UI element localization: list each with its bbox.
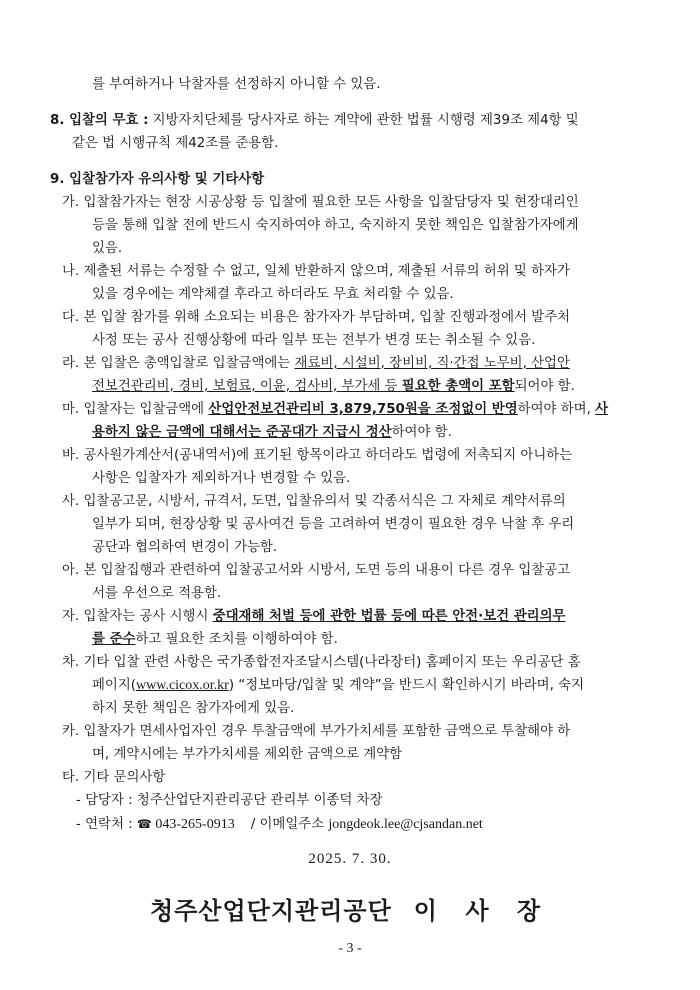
section-8-text-1: 지방자치단체를 당사자로 하는 계약에 관한 법률 시행령 제39조 제4항 및 <box>148 113 579 128</box>
continued-text: 를 부여하거나 낙찰자를 선정하지 아니할 수 있음. <box>92 77 381 92</box>
item-ra-line-1 <box>62 353 570 375</box>
item-ka-line-2: 며, 계약시에는 부가가치세를 제외한 금액으로 계약함 <box>92 747 403 762</box>
item-a-line-2: 서를 우선으로 적용함. <box>92 586 222 601</box>
item-cha-line-1: 차. 기타 입찰 관련 사항은 국가종합전자조달시스템(나라장터) 홈페이지 또는 우리공단 홈 <box>62 655 581 670</box>
signatory-title: 이 사 장 <box>413 897 551 925</box>
item-cha-text: 페이지( <box>92 678 137 693</box>
signature-block <box>0 893 700 929</box>
item-ba-line-1: 바. 공사원가계산서(공내역서)에 표기된 항목이라고 하더라도 법령에 저촉되지 아니하는 <box>62 448 573 463</box>
item-ga-line-2: 등을 통해 입찰 전에 반드시 숙지하여야 하고, 숙지하지 못한 책임은 입찰참가자에게 <box>92 218 579 233</box>
item-ma-line-2 <box>92 422 452 444</box>
item-ja-tail: 하고 필요한 조치를 이행하여야 함. <box>135 632 338 647</box>
phone-number: 043-265-0913 <box>151 817 235 832</box>
email-label: / 이메일주소 <box>250 817 329 832</box>
item-ja-bold-2: 를 준수 <box>92 632 136 647</box>
item-da-line-2: 사정 또는 공사 진행상황에 따라 일부 또는 전부가 변경 또는 취소될 수 있음. <box>92 333 536 348</box>
item-ma-tail: 하여야 함. <box>391 425 452 440</box>
item-ra-tail: 되어야 함. <box>514 379 575 394</box>
item-ma-bold-3: 용하지 않은 금액에 대해서는 준공대가 지급시 정산 <box>92 425 392 440</box>
section-8-line-1 <box>50 110 579 132</box>
item-ja-text: 자. 입찰자는 공사 시행시 <box>62 609 213 624</box>
item-ka-line-1: 카. 입찰자가 면세사업자인 경우 투찰금액에 부가가치세를 포함한 금액으로 투찰해야 하 <box>62 724 571 739</box>
item-ta-heading: 타. 기타 문의사항 <box>62 770 166 785</box>
item-sa-line-2: 일부가 되며, 현장상황 및 공사여건 등을 고려하여 변경이 필요한 경우 낙찰 후 우리 <box>92 517 575 532</box>
item-cha-text-2: ) “정보마당/입찰 및 계약”을 반드시 확인하시기 바라며, 숙지 <box>228 678 585 693</box>
section-9-heading: 9. 입찰참가자 유의사항 및 기타사항 <box>50 172 265 187</box>
contact-line <box>76 813 483 836</box>
section-8-line-2: 같은 법 시행규칙 제42조를 준용함. <box>72 136 279 151</box>
contact-person: - 담당자 : 청주산업단지관리공단 관리부 이종덕 차장 <box>76 793 383 808</box>
item-ra-text: 라. 본 입찰은 총액입찰로 입찰금액에는 <box>62 356 295 371</box>
item-ra-line-2 <box>92 376 575 398</box>
page-number: - 3 - <box>338 941 362 956</box>
item-cha-line-2 <box>92 675 584 697</box>
item-ma-bold-2: 사 <box>595 402 609 417</box>
item-ba-line-2: 사항은 입찰자가 제외하거나 변경할 수 있음. <box>92 471 351 486</box>
organization-name: 청주산업단지관리공단 <box>149 897 392 925</box>
item-ga-line-3: 있음. <box>92 241 123 256</box>
telephone-icon: ☎ <box>136 817 152 831</box>
item-ga-line-1: 가. 입찰참가자는 현장 시공상황 등 입찰에 필요한 모든 사항을 입찰담당자 및 현장대리인 <box>62 195 579 210</box>
item-ma-bold: 산업안전보건관리비 3,879,750원을 조정없이 반영 <box>208 402 518 417</box>
item-a-line-1: 아. 본 입찰집행과 관련하여 입찰공고서와 시방서, 도면 등의 내용이 다른 경우 입찰공고 <box>62 563 571 578</box>
item-sa-line-3: 공단과 협의하여 변경이 가능함. <box>92 540 278 555</box>
item-ma-text-2: 하여야 하며, <box>517 402 596 417</box>
item-ja-line-1 <box>62 606 565 628</box>
item-sa-line-1: 사. 입찰공고문, 시방서, 규격서, 도면, 입찰유의서 및 각종서식은 그 자체로 계약서류의 <box>62 494 566 509</box>
item-na-line-1: 나. 제출된 서류는 수정할 수 없고, 일체 반환하지 않으며, 제출된 서류의 허위 및 하자가 <box>62 264 570 279</box>
item-ma-text: 마. 입찰자는 입찰금액에 <box>62 402 209 417</box>
item-ja-line-2 <box>92 629 338 651</box>
item-ja-bold: 중대재해 처벌 등에 관한 법률 등에 따른 안전·보건 관리의무 <box>212 609 566 624</box>
email-address[interactable]: jongdeok.lee@cjsandan.net <box>328 817 483 832</box>
website-link[interactable]: www.cicox.or.kr <box>136 678 229 693</box>
item-ra-underlined: 재료비, 시설비, 장비비, 직·간접 노무비, 산업안 <box>294 356 570 371</box>
document-date: 2025. 7. 30. <box>308 851 392 867</box>
item-na-line-2: 있을 경우에는 계약체결 후라고 하더라도 무효 처리할 수 있음. <box>92 287 454 302</box>
contact-label: - 연락처 : <box>76 817 137 832</box>
item-ra-bold: 필요한 총액이 포함 <box>401 379 515 394</box>
section-8-heading: 8. 입찰의 무효 : <box>50 113 149 128</box>
item-da-line-1: 다. 본 입찰 참가를 위해 소요되는 비용은 참가자가 부담하며, 입찰 진행과정에서 발주처 <box>62 310 571 325</box>
item-ma-line-1 <box>62 399 608 421</box>
item-ra-underlined-2: 전보건관리비, 경비, 보험료, 이윤, 검사비, 부가세 등 <box>92 379 402 394</box>
item-cha-line-3: 하지 못한 책임은 참가자에게 있음. <box>92 701 295 716</box>
